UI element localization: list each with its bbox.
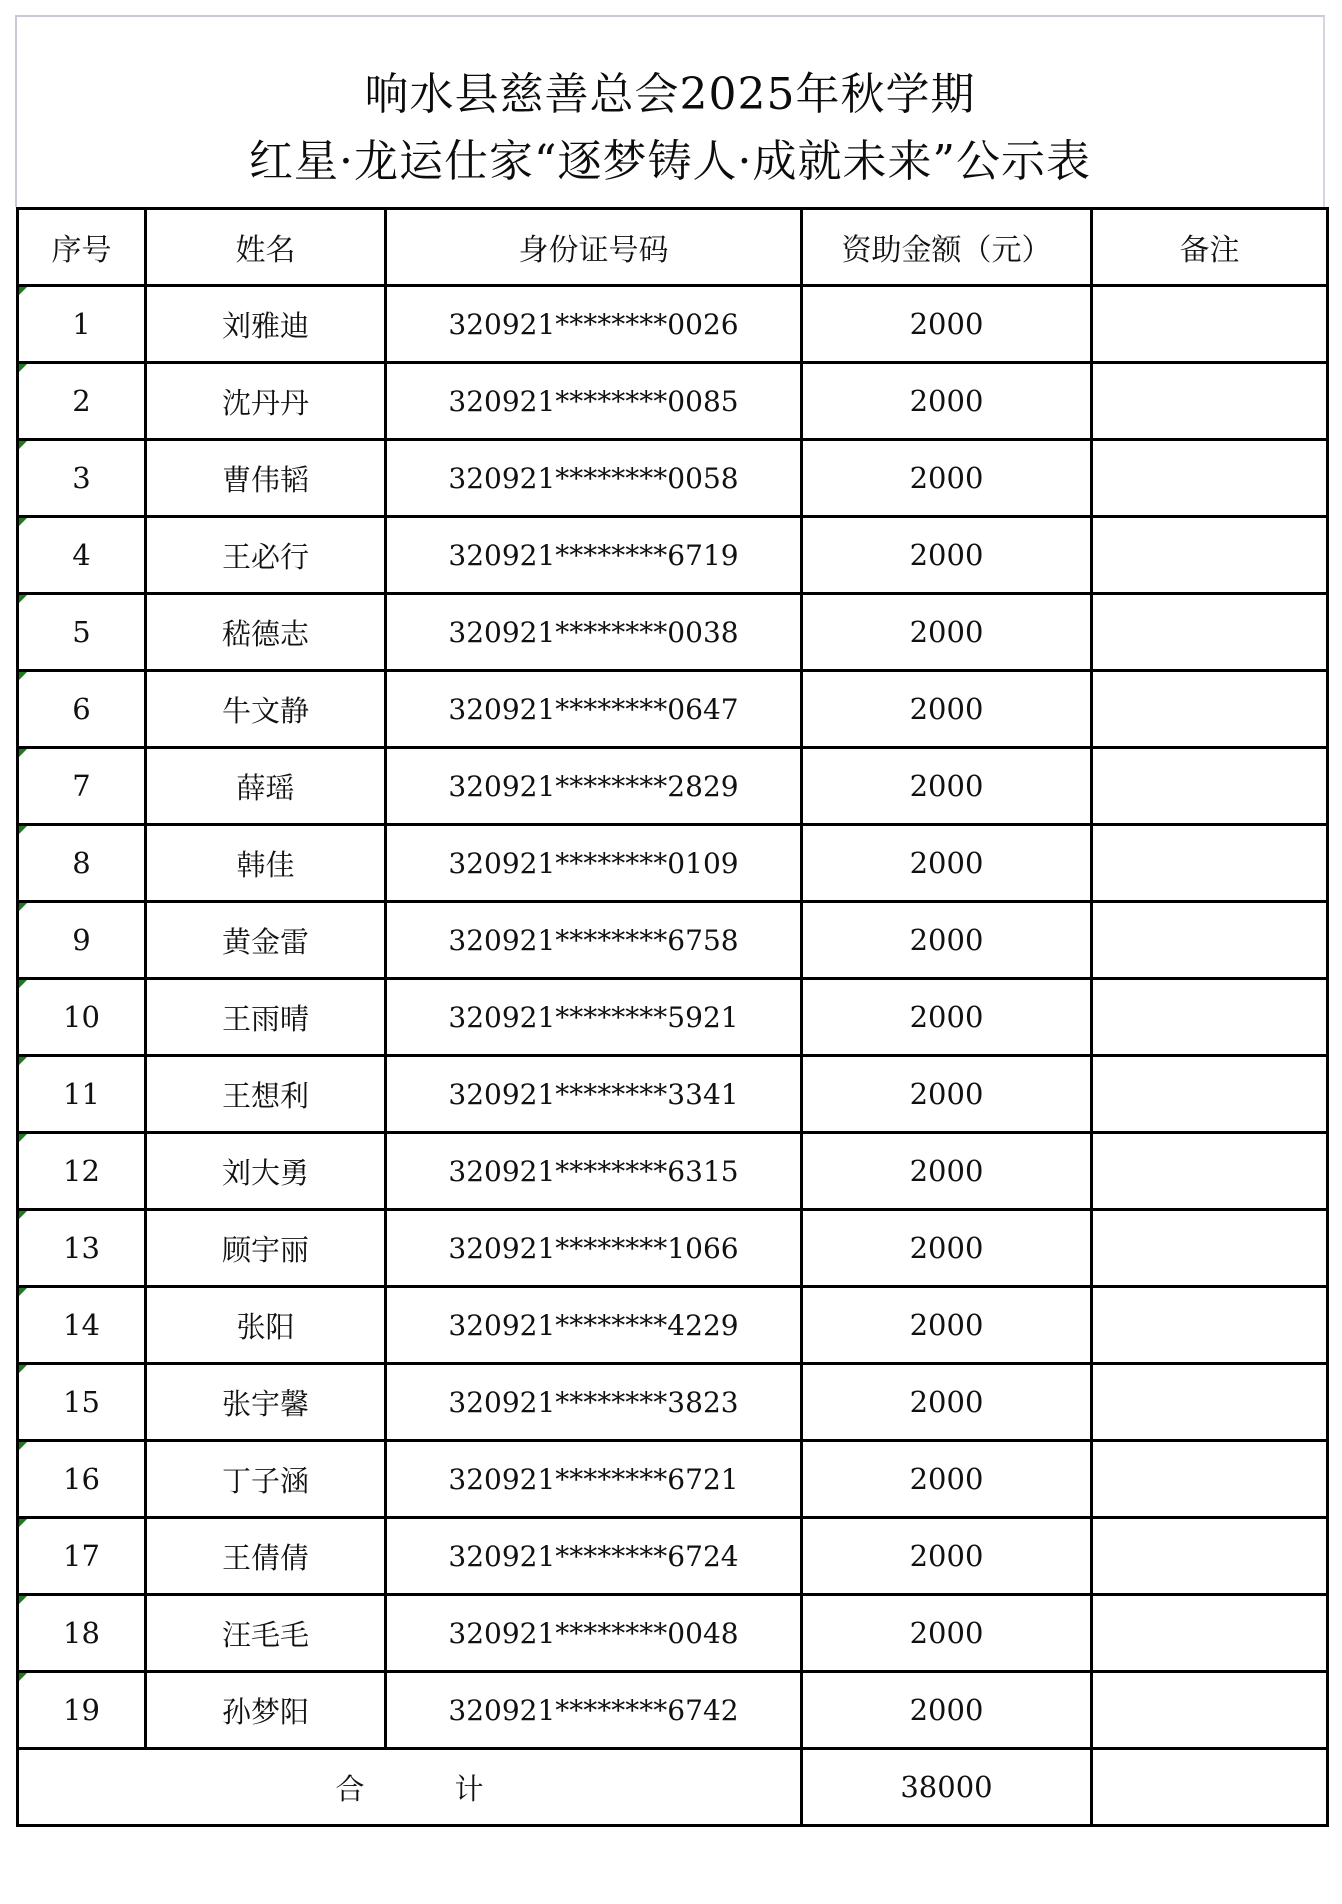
seq-text: 17 bbox=[63, 1539, 100, 1573]
header-name: 姓名 bbox=[146, 209, 386, 286]
seq-cell bbox=[18, 1518, 146, 1595]
cell-marker-icon bbox=[19, 1442, 27, 1450]
table-body bbox=[18, 286, 1328, 1749]
seq-cell bbox=[18, 1441, 146, 1518]
table-row bbox=[18, 748, 1328, 825]
total-label bbox=[18, 1749, 802, 1826]
id-cell: 320921********6719 bbox=[386, 517, 802, 594]
id-cell: 320921********0048 bbox=[386, 1595, 802, 1672]
id-cell: 320921********6742 bbox=[386, 1672, 802, 1749]
name-cell: 沈丹丹 bbox=[146, 363, 386, 440]
amount-cell: 2000 bbox=[802, 1210, 1092, 1287]
table-row bbox=[18, 440, 1328, 517]
header-row bbox=[18, 209, 1328, 286]
header-amount: 资助金额（元） bbox=[802, 209, 1092, 286]
seq-text: 10 bbox=[63, 1000, 100, 1034]
table-row bbox=[18, 825, 1328, 902]
seq-cell bbox=[18, 671, 146, 748]
id-cell: 320921********2829 bbox=[386, 748, 802, 825]
name-cell: 张阳 bbox=[146, 1287, 386, 1364]
seq-cell bbox=[18, 748, 146, 825]
seq-text: 8 bbox=[72, 846, 91, 880]
table-row bbox=[18, 1287, 1328, 1364]
amount-cell: 2000 bbox=[802, 1133, 1092, 1210]
title-line-2: 红星·龙运仕家“逐梦铸人·成就未来”公示表 bbox=[249, 136, 1091, 187]
id-cell: 320921********0109 bbox=[386, 825, 802, 902]
name-cell: 汪毛毛 bbox=[146, 1595, 386, 1672]
name-cell: 王雨晴 bbox=[146, 979, 386, 1056]
total-note bbox=[1092, 1749, 1328, 1826]
table-row bbox=[18, 517, 1328, 594]
table-row bbox=[18, 979, 1328, 1056]
seq-text: 2 bbox=[72, 384, 91, 418]
note-cell bbox=[1092, 1441, 1328, 1518]
note-cell bbox=[1092, 1210, 1328, 1287]
cell-marker-icon bbox=[19, 287, 27, 295]
table-row bbox=[18, 1210, 1328, 1287]
table-row bbox=[18, 1672, 1328, 1749]
seq-cell bbox=[18, 825, 146, 902]
name-cell: 王想利 bbox=[146, 1056, 386, 1133]
cell-marker-icon bbox=[19, 518, 27, 526]
seq-text: 19 bbox=[63, 1693, 100, 1727]
note-cell bbox=[1092, 286, 1328, 363]
id-cell: 320921********6758 bbox=[386, 902, 802, 979]
note-cell bbox=[1092, 671, 1328, 748]
cell-marker-icon bbox=[19, 1673, 27, 1681]
name-cell: 牛文静 bbox=[146, 671, 386, 748]
seq-text: 11 bbox=[63, 1077, 100, 1111]
note-cell bbox=[1092, 1595, 1328, 1672]
table-row bbox=[18, 286, 1328, 363]
note-cell bbox=[1092, 902, 1328, 979]
cell-marker-icon bbox=[19, 1596, 27, 1604]
name-cell: 王必行 bbox=[146, 517, 386, 594]
amount-cell: 2000 bbox=[802, 286, 1092, 363]
name-cell: 张宇馨 bbox=[146, 1364, 386, 1441]
seq-text: 3 bbox=[72, 461, 91, 495]
cell-marker-icon bbox=[19, 903, 27, 911]
seq-text: 7 bbox=[72, 769, 91, 803]
amount-cell: 2000 bbox=[802, 594, 1092, 671]
cell-marker-icon bbox=[19, 441, 27, 449]
total-amount: 38000 bbox=[802, 1749, 1092, 1826]
note-cell bbox=[1092, 363, 1328, 440]
total-row bbox=[18, 1749, 1328, 1826]
title-box bbox=[15, 15, 1325, 207]
table-row bbox=[18, 902, 1328, 979]
seq-text: 1 bbox=[72, 307, 91, 341]
note-cell bbox=[1092, 979, 1328, 1056]
seq-text: 13 bbox=[63, 1231, 100, 1265]
amount-cell: 2000 bbox=[802, 748, 1092, 825]
cell-marker-icon bbox=[19, 1519, 27, 1527]
header-note: 备注 bbox=[1092, 209, 1328, 286]
total-label-part2: 计 bbox=[454, 1771, 484, 1806]
seq-cell bbox=[18, 1056, 146, 1133]
name-cell: 黄金雷 bbox=[146, 902, 386, 979]
name-cell: 曹伟韬 bbox=[146, 440, 386, 517]
note-cell bbox=[1092, 517, 1328, 594]
seq-cell bbox=[18, 1672, 146, 1749]
cell-marker-icon bbox=[19, 1365, 27, 1373]
seq-cell bbox=[18, 594, 146, 671]
name-cell: 刘大勇 bbox=[146, 1133, 386, 1210]
id-cell: 320921********0647 bbox=[386, 671, 802, 748]
table-row bbox=[18, 1441, 1328, 1518]
amount-cell: 2000 bbox=[802, 440, 1092, 517]
cell-marker-icon bbox=[19, 1057, 27, 1065]
id-cell: 320921********5921 bbox=[386, 979, 802, 1056]
table-row bbox=[18, 1518, 1328, 1595]
name-cell: 薛瑶 bbox=[146, 748, 386, 825]
id-cell: 320921********3823 bbox=[386, 1364, 802, 1441]
seq-cell bbox=[18, 1210, 146, 1287]
id-cell: 320921********0058 bbox=[386, 440, 802, 517]
id-cell: 320921********6315 bbox=[386, 1133, 802, 1210]
note-cell bbox=[1092, 1672, 1328, 1749]
note-cell bbox=[1092, 1133, 1328, 1210]
seq-text: 18 bbox=[63, 1616, 100, 1650]
note-cell bbox=[1092, 1056, 1328, 1133]
seq-cell bbox=[18, 1287, 146, 1364]
cell-marker-icon bbox=[19, 364, 27, 372]
seq-text: 6 bbox=[72, 692, 91, 726]
amount-cell: 2000 bbox=[802, 979, 1092, 1056]
cell-marker-icon bbox=[19, 826, 27, 834]
amount-cell: 2000 bbox=[802, 1518, 1092, 1595]
amount-cell: 2000 bbox=[802, 517, 1092, 594]
note-cell bbox=[1092, 748, 1328, 825]
table-row bbox=[18, 1056, 1328, 1133]
amount-cell: 2000 bbox=[802, 1595, 1092, 1672]
table-row bbox=[18, 671, 1328, 748]
id-cell: 320921********3341 bbox=[386, 1056, 802, 1133]
id-cell: 320921********1066 bbox=[386, 1210, 802, 1287]
seq-text: 15 bbox=[63, 1385, 100, 1419]
recipient-table bbox=[16, 207, 1329, 1827]
amount-cell: 2000 bbox=[802, 1364, 1092, 1441]
id-cell: 320921********6721 bbox=[386, 1441, 802, 1518]
seq-text: 16 bbox=[63, 1462, 100, 1496]
amount-cell: 2000 bbox=[802, 363, 1092, 440]
seq-cell bbox=[18, 440, 146, 517]
name-cell: 孙梦阳 bbox=[146, 1672, 386, 1749]
id-cell: 320921********6724 bbox=[386, 1518, 802, 1595]
cell-marker-icon bbox=[19, 595, 27, 603]
note-cell bbox=[1092, 1518, 1328, 1595]
id-cell: 320921********0026 bbox=[386, 286, 802, 363]
cell-marker-icon bbox=[19, 749, 27, 757]
amount-cell: 2000 bbox=[802, 1056, 1092, 1133]
table-row bbox=[18, 1133, 1328, 1210]
cell-marker-icon bbox=[19, 980, 27, 988]
table-row bbox=[18, 594, 1328, 671]
seq-cell bbox=[18, 902, 146, 979]
id-cell: 320921********4229 bbox=[386, 1287, 802, 1364]
seq-cell bbox=[18, 363, 146, 440]
header-id: 身份证号码 bbox=[386, 209, 802, 286]
seq-cell bbox=[18, 1133, 146, 1210]
seq-cell bbox=[18, 1364, 146, 1441]
seq-cell bbox=[18, 979, 146, 1056]
seq-text: 12 bbox=[63, 1154, 100, 1188]
table-row bbox=[18, 363, 1328, 440]
note-cell bbox=[1092, 1364, 1328, 1441]
seq-text: 14 bbox=[63, 1308, 100, 1342]
amount-cell: 2000 bbox=[802, 1441, 1092, 1518]
name-cell: 嵇德志 bbox=[146, 594, 386, 671]
cell-marker-icon bbox=[19, 672, 27, 680]
title-line-1: 响水县慈善总会2025年秋学期 bbox=[364, 69, 976, 120]
seq-text: 5 bbox=[72, 615, 91, 649]
cell-marker-icon bbox=[19, 1288, 27, 1296]
name-cell: 韩佳 bbox=[146, 825, 386, 902]
table-row bbox=[18, 1364, 1328, 1441]
seq-cell bbox=[18, 517, 146, 594]
seq-text: 9 bbox=[72, 923, 91, 957]
note-cell bbox=[1092, 440, 1328, 517]
note-cell bbox=[1092, 825, 1328, 902]
seq-cell bbox=[18, 1595, 146, 1672]
name-cell: 丁子涵 bbox=[146, 1441, 386, 1518]
note-cell bbox=[1092, 1287, 1328, 1364]
id-cell: 320921********0085 bbox=[386, 363, 802, 440]
seq-cell bbox=[18, 286, 146, 363]
seq-text: 4 bbox=[72, 538, 91, 572]
table-row bbox=[18, 1595, 1328, 1672]
amount-cell: 2000 bbox=[802, 671, 1092, 748]
id-cell: 320921********0038 bbox=[386, 594, 802, 671]
amount-cell: 2000 bbox=[802, 1672, 1092, 1749]
name-cell: 顾宇丽 bbox=[146, 1210, 386, 1287]
amount-cell: 2000 bbox=[802, 825, 1092, 902]
name-cell: 刘雅迪 bbox=[146, 286, 386, 363]
cell-marker-icon bbox=[19, 1211, 27, 1219]
name-cell: 王倩倩 bbox=[146, 1518, 386, 1595]
amount-cell: 2000 bbox=[802, 902, 1092, 979]
total-label-part1: 合 bbox=[335, 1771, 365, 1806]
note-cell bbox=[1092, 594, 1328, 671]
header-seq: 序号 bbox=[18, 209, 146, 286]
amount-cell: 2000 bbox=[802, 1287, 1092, 1364]
cell-marker-icon bbox=[19, 1134, 27, 1142]
